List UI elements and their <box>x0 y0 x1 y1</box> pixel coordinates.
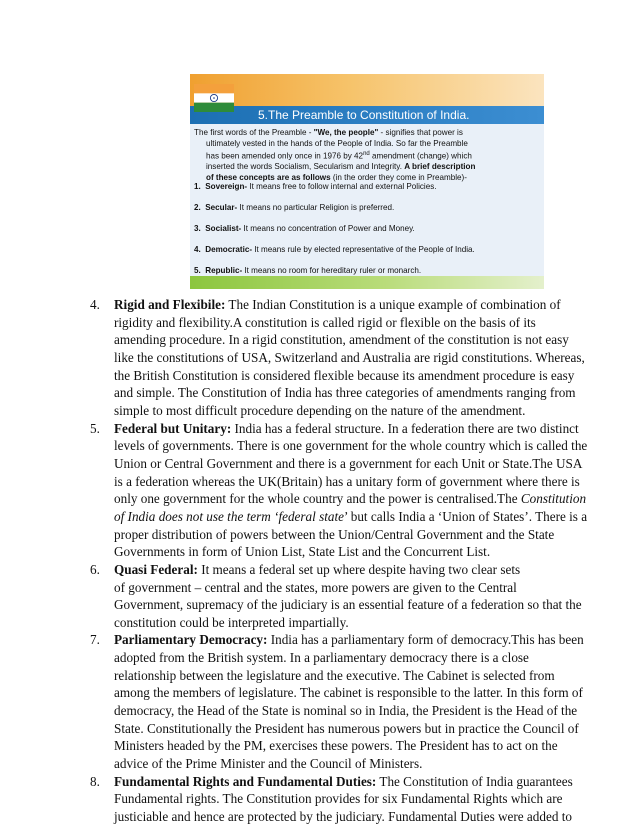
title-bar <box>190 106 544 124</box>
numbered-paragraph <box>90 631 584 772</box>
text-line: democracy, the Head of the State is nominal so in India, the President is the Head of the <box>114 703 578 719</box>
text-line: levels of governments. There is one government for the whole country which is called the <box>114 438 588 454</box>
green-bottom-bar <box>190 276 544 289</box>
numbered-paragraph <box>90 296 585 420</box>
paragraph-number: 7. <box>90 632 100 648</box>
saffron-banner <box>190 74 544 106</box>
text-line: Governments in form of Union List, State List and the Concurrent List. <box>114 544 491 560</box>
concept-item: 1. Sovereign- It means free to follow internal and external Policies. <box>194 182 437 191</box>
infographic-title: 5.The Preamble to Constitution of India. <box>258 108 470 122</box>
intro-line: of these concepts are as follows (in the order they come in Preamble)- <box>206 173 467 183</box>
infographic-intro <box>194 128 538 184</box>
paragraph-number: 4. <box>90 297 100 312</box>
text-line: Quasi Federal: It means a federal set up where despite having two clear sets <box>114 561 521 577</box>
concept-item: 3. Socialist- It means no concentration of Power and Money. <box>194 224 415 233</box>
numbered-paragraph <box>90 561 582 632</box>
text-line: Ministers headed by the PM, exercises these powers. The President has to act on the <box>114 738 558 754</box>
concept-item: 5. Republic- It means no room for hereditary ruler or monarch. <box>194 266 422 275</box>
text-line: Fundamental Rights and Fundamental Duties: The Constitution of India guarantees <box>114 773 573 789</box>
intro-line: inserted the words Socialism, Secularism and Integrity. A brief description <box>206 162 476 172</box>
paragraph-number: 5. <box>90 420 100 436</box>
indian-flag-icon <box>194 84 234 112</box>
text-line: rigidity and flexibility.A constitution is called rigid or flexible on the basis of its <box>114 314 536 330</box>
intro-line: ultimately vested in the hands of the People of India. So far the Preamble <box>206 138 468 148</box>
text-line: Government, supremacy of the judiciary is an essential feature of a federation so that the <box>114 597 582 613</box>
concept-item: 4. Democratic- It means rule by elected representative of the People of India. <box>194 245 475 254</box>
text-line: of government – central and the states, more powers are given to the Central <box>114 579 517 595</box>
text-line: Rigid and Flexibile: The Indian Constitution is a unique example of combination of <box>114 297 561 312</box>
text-line: constitution could be interpreted impartially. <box>114 614 349 630</box>
paragraph-number: 8. <box>90 773 100 789</box>
paragraph-number: 6. <box>90 561 100 577</box>
text-line: justiciable and hence are protected by the judiciary. Fundamental Duties were added to <box>114 809 572 825</box>
text-line: Parliamentary Democracy: India has a parliamentary form of democracy.This has been <box>114 632 584 648</box>
concept-item: 2. Secular- It means no particular Religion is preferred. <box>194 203 395 212</box>
text-line: Fundamental rights. The Constitution provides for six Fundamental Rights which are <box>114 791 563 807</box>
text-line: relationship between the legislature and the executive. The Cabinet is selected from <box>114 667 555 683</box>
text-line: Union or Central Government and there is a government for each Unit or State.The USA <box>114 455 583 471</box>
text-line: adopted from the British system. In a parliamentary democracy there is a close <box>114 650 529 666</box>
intro-line: has been amended only once in 1976 by 42nd amendment (change) which <box>206 151 472 161</box>
intro-line: The first words of the Preamble - "We, the people" - signifies that power is <box>194 128 463 137</box>
document-body <box>90 296 588 826</box>
text-line: the British Constitution is considered flexible because its amendment procedure is easy <box>114 367 575 383</box>
text-line: like the constitutions of USA, Switzerland and Australia are rigid constitutions. Whereas, <box>114 349 585 365</box>
preamble-infographic <box>190 74 544 289</box>
text-line: Federal but Unitary: India has a federal structure. In a federation there are two distinct <box>114 420 579 436</box>
text-line: advice of the Prime Minister and the Council of Ministers. <box>114 756 423 772</box>
text-line: is a federation whereas the UK(Britain) has a unitary form of government where there is <box>114 473 580 489</box>
numbered-paragraph <box>90 773 573 826</box>
text-line: amending procedure. In a rigid constitution, amendment of the constitution is not easy <box>114 332 569 348</box>
text-line: only one government for the whole country and the power is centralised.The Constitution <box>114 491 587 507</box>
text-line: State. Constitutionally the President has numerous powers but in practice the Council of <box>114 720 579 736</box>
text-line: simple to most difficult procedure depending on the nature of the amendment. <box>114 402 526 418</box>
text-line: proper distribution of powers between the Union/Central Government and the State <box>114 526 555 542</box>
text-line: among the members of legislature. The cabinet is responsible to the latter. In this form of <box>114 685 583 701</box>
text-line: of India does not use the term ‘federal state’ but calls India a ‘Union of States’. There is a <box>114 508 588 524</box>
numbered-paragraph <box>90 420 588 561</box>
text-line: and simple. The Constitution of India has three categories of amendments ranging from <box>114 385 576 401</box>
